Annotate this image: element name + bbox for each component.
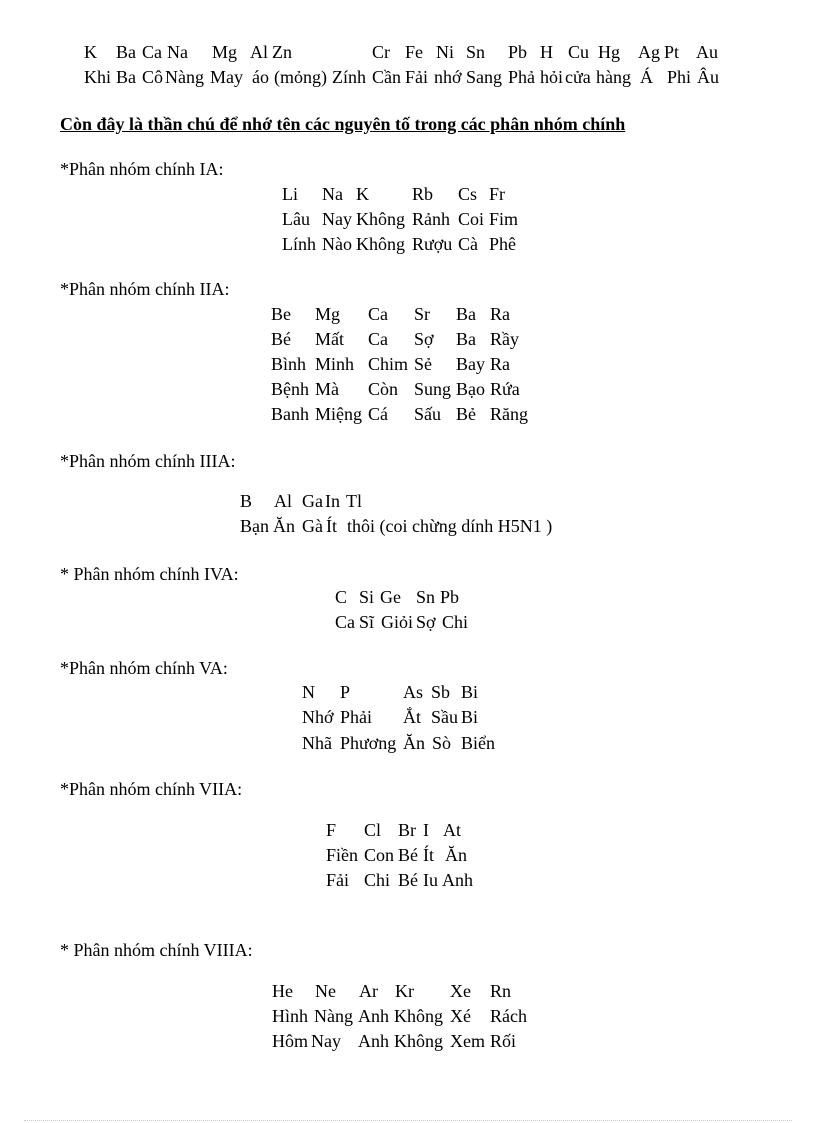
cell: P (340, 682, 351, 702)
cell: Sò (432, 733, 452, 753)
mnemonic-word: Phả (508, 67, 535, 87)
cell: Be (271, 304, 291, 324)
mnemonic-word: hỏi (540, 67, 564, 87)
cell: Xe (450, 981, 471, 1001)
cell: Rảnh (412, 209, 450, 229)
cell: Rối (490, 1031, 517, 1051)
cell: C (335, 587, 348, 607)
mnemonic-word: Zính (332, 67, 366, 87)
cell: Iu (423, 870, 438, 890)
cell: Phê (489, 234, 516, 254)
cell: Mất (315, 329, 344, 349)
cell: Ăn (445, 845, 467, 865)
cell: Bi (461, 682, 479, 702)
cell: Bay (456, 354, 485, 374)
cell: Br (398, 820, 416, 840)
cell: Gà (302, 516, 323, 536)
cell: At (443, 820, 461, 840)
cell: Sn (416, 587, 436, 607)
mnemonic-word: Cô (142, 67, 164, 87)
cell: thôi (coi chừng dính H5N1 ) (347, 516, 553, 536)
mnemonic-word: Fải (405, 67, 429, 87)
cell: Bé (398, 845, 418, 865)
cell: Lính (282, 234, 316, 254)
cell: Cs (458, 184, 478, 204)
cell: Bạo (456, 379, 485, 399)
symbol: Au (696, 42, 718, 62)
cell: Ăn (403, 733, 425, 753)
cell: Phương (340, 733, 397, 753)
cell: Li (282, 184, 298, 204)
group-iia-title: *Phân nhóm chính IIA: (60, 279, 230, 299)
cell: Phải (340, 707, 373, 727)
cell: Rứa (490, 379, 520, 399)
cell: Al (274, 491, 292, 511)
symbol: Ca (142, 42, 162, 62)
symbol: Cr (372, 42, 390, 62)
cell: He (272, 981, 293, 1001)
symbol: Mg (212, 42, 238, 62)
cell: Tl (346, 491, 362, 511)
cell: Ca (368, 304, 388, 324)
cell: Nay (322, 209, 352, 229)
cell: Coi (458, 209, 485, 229)
cell: Ga (302, 491, 323, 511)
cell: Rượu (412, 234, 453, 254)
cell: I (423, 820, 429, 840)
mnemonic-word: May (210, 67, 243, 87)
cell: Minh (315, 354, 355, 374)
cell: Sr (414, 304, 431, 324)
cell: Sợ (414, 329, 434, 349)
cell: Sb (431, 682, 451, 702)
cell: Bệnh (271, 379, 309, 399)
cell: Xé (450, 1006, 471, 1026)
cell: Còn (368, 379, 399, 399)
mnemonic-word: hàng (596, 67, 631, 87)
mnemonic-word: Khi (84, 67, 111, 87)
symbol: Sn (466, 42, 486, 62)
cell: Miệng (315, 404, 362, 424)
cell: Ba (456, 329, 476, 349)
cell: Hình (272, 1006, 308, 1026)
cell: Lâu (282, 209, 310, 229)
cell: Anh (358, 1031, 389, 1051)
symbol: Hg (598, 42, 620, 62)
symbol: Fe (405, 42, 423, 62)
cell: Ne (315, 981, 336, 1001)
group-viia-title: *Phân nhóm chính VIIA: (60, 779, 243, 799)
mnemonic-word: (mỏng) (274, 67, 327, 87)
cell: Chi (442, 612, 469, 632)
cell: Rầy (490, 329, 519, 349)
cell: Hôm (272, 1031, 308, 1051)
cell: Không (394, 1006, 443, 1026)
cell: Ar (359, 981, 378, 1001)
cell: Ra (490, 354, 510, 374)
mnemonic-word: Âu (697, 67, 719, 87)
symbol: Ni (436, 42, 454, 62)
cell: Kr (395, 981, 414, 1001)
cell: K (356, 184, 369, 204)
cell: Fr (489, 184, 506, 204)
mnemonic-word: Ba (116, 67, 136, 87)
cell: Cá (368, 404, 388, 424)
cell: Nhã (302, 733, 332, 753)
cell: Ra (490, 304, 510, 324)
cell: Ca (368, 329, 388, 349)
symbol: Ba (116, 42, 136, 62)
cell: Fải (326, 870, 350, 890)
cell: Bi (461, 707, 479, 727)
cell: Anh (442, 870, 473, 890)
cell: Chi (364, 870, 391, 890)
mnemonic-word: Sang (466, 67, 502, 87)
section-heading: Còn đây là thần chú để nhớ tên các nguyên tố trong các phân nhóm chính (60, 114, 626, 134)
cell: Răng (490, 404, 528, 424)
cell: Bé (271, 329, 291, 349)
mnemonic-word: Nàng (165, 67, 204, 87)
cell: In (325, 491, 340, 511)
cell: Ca (335, 612, 355, 632)
cell: Bẻ (456, 404, 476, 424)
group-va-title: *Phân nhóm chính VA: (60, 658, 228, 678)
cell: Bạn (240, 516, 269, 536)
mnemonic-word: cửa (565, 67, 591, 87)
cell: Chim (368, 354, 409, 374)
cell: Ít (423, 845, 434, 865)
cell: N (302, 682, 315, 702)
cell: Nào (322, 234, 352, 254)
symbol: Cu (568, 42, 590, 62)
cell: Anh (358, 1006, 389, 1026)
cell: Bình (271, 354, 307, 374)
cell: Rn (490, 981, 512, 1001)
cell: Con (364, 845, 395, 865)
cell: Mà (315, 379, 339, 399)
cell: Bé (398, 870, 418, 890)
symbol: Ag (638, 42, 660, 62)
cell: Ít (326, 516, 337, 536)
cell: Sung (414, 379, 452, 399)
symbol: Pt (664, 42, 680, 62)
cell: Nhớ (302, 707, 334, 727)
mnemonic-word: Cần (372, 67, 401, 87)
cell: Ăn (273, 516, 295, 536)
group-iva-title: * Phân nhóm chính IVA: (60, 564, 239, 584)
cell: As (403, 682, 424, 702)
symbol: H (540, 42, 553, 62)
cell: Sợ (416, 612, 436, 632)
cell: Xem (450, 1031, 485, 1051)
cell: F (326, 820, 337, 840)
cell: Sấu (414, 404, 441, 424)
cell: Sĩ (359, 612, 375, 632)
cell: Na (322, 184, 343, 204)
symbol: Na (167, 42, 188, 62)
cell: Nay (311, 1031, 341, 1051)
cell: Giỏi (381, 612, 414, 632)
cell: Không (356, 234, 405, 254)
cell: Biển (461, 733, 495, 753)
symbol: K (84, 42, 97, 62)
cell: B (240, 491, 253, 511)
cell: Pb (440, 587, 460, 607)
cell: Nàng (314, 1006, 353, 1026)
symbol: Al (250, 42, 268, 62)
cell: Không (356, 209, 405, 229)
cell: Ge (380, 587, 401, 607)
symbol: Zn (272, 42, 292, 62)
cell: Fim (489, 209, 519, 229)
page-bottom-divider (24, 1120, 792, 1121)
group-iiia-title: *Phân nhóm chính IIIA: (60, 451, 236, 471)
cell: Không (394, 1031, 443, 1051)
group-ia-title: *Phân nhóm chính IA: (60, 159, 224, 179)
cell: Fiền (326, 845, 359, 865)
mnemonic-word: nhớ (434, 67, 462, 87)
cell: Sẻ (414, 354, 432, 374)
cell: Ắt (403, 707, 421, 727)
cell: Banh (271, 404, 309, 424)
group-viiia-title: * Phân nhóm chính VIIIA: (60, 940, 253, 960)
mnemonic-word: áo (252, 67, 269, 87)
mnemonic-word: Phi (667, 67, 692, 87)
mnemonic-word: Á (640, 67, 653, 87)
cell: Si (359, 587, 375, 607)
cell: Mg (315, 304, 341, 324)
cell: Cà (458, 234, 478, 254)
cell: Ba (456, 304, 476, 324)
cell: Cl (364, 820, 382, 840)
cell: Rb (412, 184, 434, 204)
cell: Rách (490, 1006, 527, 1026)
cell: Sầu (431, 707, 458, 727)
symbol: Pb (508, 42, 528, 62)
